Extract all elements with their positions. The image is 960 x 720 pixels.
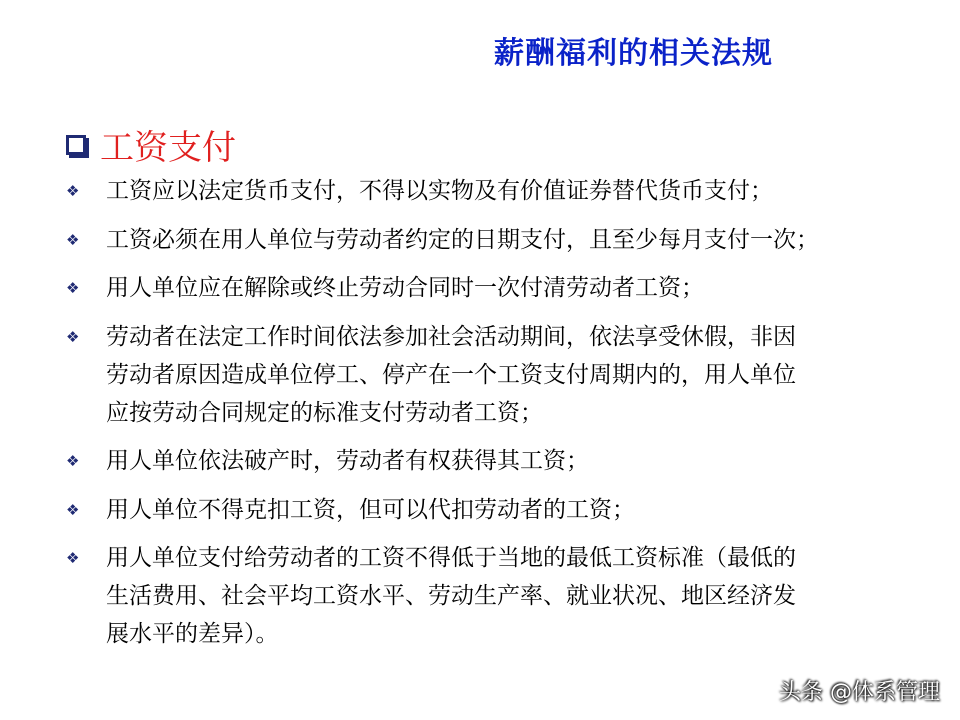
list-item-text: 劳动者在法定工作时间依法参加社会活动期间，依法享受休假，非因 劳动者原因造成单位停工、停产在一个工资支付周期内的，用人单位 应按劳动合同规定的标准支付劳动者工资； <box>106 323 796 426</box>
list-item <box>64 318 944 432</box>
list-item <box>64 269 944 307</box>
section-header <box>66 120 236 169</box>
diamond-bullet-icon: ❖ <box>66 327 80 346</box>
list-item <box>64 442 944 480</box>
list-item-text: 工资应以法定货币支付，不得以实物及有价值证券替代货币支付； <box>106 178 773 204</box>
list-item-text: 用人单位不得克扣工资，但可以代扣劳动者的工资； <box>106 496 635 523</box>
square-bullet-icon <box>66 135 86 155</box>
diamond-bullet-icon: ❖ <box>66 452 80 470</box>
section-title: 工资支付 <box>100 128 236 168</box>
diamond-bullet-icon: ❖ <box>66 549 80 567</box>
watermark: 头条 @体系管理 <box>779 680 940 705</box>
diamond-bullet-icon: ❖ <box>66 279 80 297</box>
diamond-bullet-icon: ❖ <box>66 182 80 200</box>
diamond-bullet-icon: ❖ <box>66 500 80 519</box>
slide-title: 薪酬福利的相关法规 <box>494 36 773 71</box>
list-item-text: 工资必须在用人单位与劳动者约定的日期支付，且至少每月支付一次； <box>106 226 819 253</box>
diamond-bullet-icon: ❖ <box>66 230 80 249</box>
bullet-list <box>64 172 944 664</box>
list-item-text: 用人单位依法破产时，劳动者有权获得其工资； <box>106 448 589 474</box>
list-item <box>64 539 944 653</box>
list-item <box>64 491 944 529</box>
list-item-text: 用人单位应在解除或终止劳动合同时一次付清劳动者工资； <box>106 275 704 301</box>
list-item <box>64 172 944 210</box>
list-item <box>64 221 944 259</box>
list-item-text: 用人单位支付给劳动者的工资不得低于当地的最低工资标准（最低的 生活费用、社会平均工资水平、劳动生产率、就业状况、地区经济发 展水平的差异）。 <box>106 545 796 647</box>
